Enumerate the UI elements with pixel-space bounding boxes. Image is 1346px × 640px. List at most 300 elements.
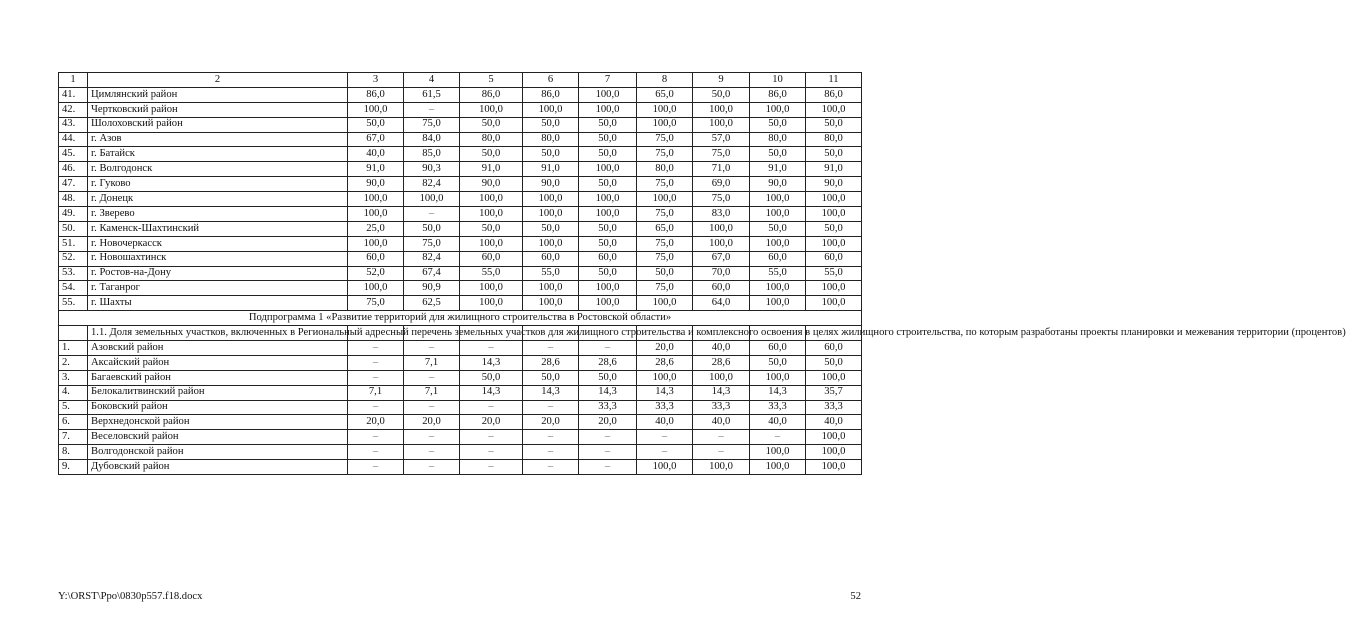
header-cell: 4 (404, 73, 460, 88)
value-cell: 80,0 (523, 132, 579, 147)
value-cell: 7,1 (404, 355, 460, 370)
value-cell: 100,0 (693, 117, 750, 132)
value-cell: 65,0 (637, 221, 693, 236)
value-cell: 35,7 (806, 385, 862, 400)
table-row (59, 266, 862, 281)
row-name: Волгодонской район (88, 445, 348, 460)
value-cell: 100,0 (579, 192, 637, 207)
value-cell: 50,0 (750, 117, 806, 132)
value-cell: – (579, 341, 637, 356)
value-cell: 67,4 (404, 266, 460, 281)
row-name: Шолоховский район (88, 117, 348, 132)
table-row (59, 445, 862, 460)
value-cell: 14,3 (523, 385, 579, 400)
value-cell: 100,0 (637, 117, 693, 132)
value-cell: 55,0 (460, 266, 523, 281)
value-cell: 86,0 (750, 87, 806, 102)
value-cell: 14,3 (750, 385, 806, 400)
value-cell: – (637, 430, 693, 445)
value-cell: – (404, 207, 460, 222)
value-cell: 100,0 (637, 370, 693, 385)
value-cell: 91,0 (806, 162, 862, 177)
value-cell: 50,0 (460, 117, 523, 132)
value-cell: 100,0 (750, 192, 806, 207)
value-cell: 100,0 (806, 236, 862, 251)
value-cell: 65,0 (637, 87, 693, 102)
value-cell: 7,1 (404, 385, 460, 400)
value-cell: 40,0 (693, 415, 750, 430)
value-cell: 91,0 (348, 162, 404, 177)
table-row (59, 355, 862, 370)
value-cell: 7,1 (348, 385, 404, 400)
value-cell: – (460, 341, 523, 356)
value-cell: 86,0 (806, 87, 862, 102)
value-cell: 100,0 (348, 236, 404, 251)
header-cell: 1 (59, 73, 88, 88)
value-cell: 60,0 (750, 251, 806, 266)
table-row (59, 400, 862, 415)
row-name: г. Шахты (88, 296, 348, 311)
header-cell: 2 (88, 73, 348, 88)
value-cell: 50,0 (523, 147, 579, 162)
value-cell: 50,0 (750, 355, 806, 370)
value-cell: 80,0 (750, 132, 806, 147)
value-cell: 91,0 (750, 162, 806, 177)
value-cell: 100,0 (637, 192, 693, 207)
value-cell: 86,0 (348, 87, 404, 102)
row-number: 2. (59, 355, 88, 370)
indicator-title: 1.1. Доля земельных участков, включенных в Региональный адресный перечень земельных участков для жилищного строительства и комплексного освоения в целях жилищного строительства, по которым разработаны проекты планировки и межевания территории (процентов) (88, 326, 348, 341)
value-cell: 75,0 (637, 132, 693, 147)
value-cell: 50,0 (523, 117, 579, 132)
value-cell: 60,0 (348, 251, 404, 266)
value-cell: 91,0 (523, 162, 579, 177)
value-cell: 20,0 (637, 341, 693, 356)
row-name: Азовский район (88, 341, 348, 356)
value-cell: 62,5 (404, 296, 460, 311)
row-number: 50. (59, 221, 88, 236)
value-cell: – (523, 430, 579, 445)
table-row (59, 117, 862, 132)
value-cell: 60,0 (579, 251, 637, 266)
row-number: 55. (59, 296, 88, 311)
value-cell: – (404, 460, 460, 475)
value-cell: 50,0 (523, 370, 579, 385)
table-row (59, 296, 862, 311)
row-name: Багаевский район (88, 370, 348, 385)
table-row (59, 385, 862, 400)
value-cell: – (523, 460, 579, 475)
value-cell: 52,0 (348, 266, 404, 281)
value-cell: 100,0 (693, 236, 750, 251)
value-cell: 100,0 (523, 207, 579, 222)
row-name: г. Батайск (88, 147, 348, 162)
row-name: г. Донецк (88, 192, 348, 207)
table-row (59, 341, 862, 356)
value-cell: 90,3 (404, 162, 460, 177)
indicator-number-cell (59, 326, 88, 341)
value-cell: – (637, 445, 693, 460)
data-table (58, 72, 1346, 475)
value-cell: 82,4 (404, 177, 460, 192)
row-name: г. Ростов-на-Дону (88, 266, 348, 281)
value-cell: 40,0 (693, 341, 750, 356)
value-cell: 100,0 (806, 192, 862, 207)
header-cell: 10 (750, 73, 806, 88)
row-number: 3. (59, 370, 88, 385)
value-cell: 50,0 (460, 147, 523, 162)
row-number: 8. (59, 445, 88, 460)
value-cell: 100,0 (806, 102, 862, 117)
value-cell: 75,0 (637, 236, 693, 251)
value-cell: 20,0 (579, 415, 637, 430)
value-cell: 100,0 (693, 460, 750, 475)
value-cell: 60,0 (806, 341, 862, 356)
table-row (59, 177, 862, 192)
value-cell: 100,0 (579, 296, 637, 311)
value-cell: 50,0 (404, 221, 460, 236)
row-number: 6. (59, 415, 88, 430)
value-cell: – (348, 430, 404, 445)
value-cell: 33,3 (806, 400, 862, 415)
value-cell: 100,0 (806, 207, 862, 222)
value-cell: 50,0 (806, 117, 862, 132)
row-name: Дубовский район (88, 460, 348, 475)
value-cell: – (404, 430, 460, 445)
value-cell: 50,0 (579, 117, 637, 132)
value-cell: – (693, 430, 750, 445)
value-cell: 40,0 (806, 415, 862, 430)
value-cell: 28,6 (693, 355, 750, 370)
row-number: 48. (59, 192, 88, 207)
value-cell: 61,5 (404, 87, 460, 102)
value-cell: 100,0 (750, 236, 806, 251)
row-name: Боковский район (88, 400, 348, 415)
value-cell: 75,0 (637, 281, 693, 296)
table-row (59, 207, 862, 222)
value-cell: 75,0 (693, 147, 750, 162)
value-cell: 100,0 (579, 207, 637, 222)
value-cell: 100,0 (806, 460, 862, 475)
value-cell: – (404, 102, 460, 117)
value-cell: – (348, 370, 404, 385)
value-cell: 100,0 (523, 296, 579, 311)
header-cell: 5 (460, 73, 523, 88)
value-cell: 100,0 (806, 281, 862, 296)
row-number: 49. (59, 207, 88, 222)
value-cell: 50,0 (579, 177, 637, 192)
value-cell: 50,0 (637, 266, 693, 281)
table-row (59, 251, 862, 266)
row-number: 1. (59, 341, 88, 356)
subprogram-title: Подпрограмма 1 «Развитие территорий для жилищного строительства в Ростовской области» (59, 311, 862, 326)
value-cell: – (750, 430, 806, 445)
value-cell: 100,0 (579, 102, 637, 117)
row-number: 42. (59, 102, 88, 117)
value-cell: 50,0 (579, 221, 637, 236)
value-cell: 75,0 (637, 177, 693, 192)
value-cell: 50,0 (693, 87, 750, 102)
value-cell: 100,0 (806, 370, 862, 385)
value-cell: 33,3 (693, 400, 750, 415)
header-cell: 11 (806, 73, 862, 88)
value-cell: 50,0 (806, 221, 862, 236)
value-cell: 90,0 (523, 177, 579, 192)
row-number: 51. (59, 236, 88, 251)
row-name: г. Зверево (88, 207, 348, 222)
value-cell: 28,6 (523, 355, 579, 370)
value-cell: 60,0 (806, 251, 862, 266)
value-cell: 50,0 (579, 236, 637, 251)
value-cell: 20,0 (404, 415, 460, 430)
row-number: 5. (59, 400, 88, 415)
value-cell: 100,0 (460, 281, 523, 296)
table-row (59, 147, 862, 162)
row-number: 45. (59, 147, 88, 162)
value-cell: 67,0 (348, 132, 404, 147)
row-number: 43. (59, 117, 88, 132)
indicator-row (59, 326, 862, 341)
value-cell: 69,0 (693, 177, 750, 192)
value-cell: 33,3 (750, 400, 806, 415)
value-cell: 60,0 (750, 341, 806, 356)
row-number: 46. (59, 162, 88, 177)
row-name: г. Таганрог (88, 281, 348, 296)
row-name: г. Каменск-Шахтинский (88, 221, 348, 236)
value-cell: 100,0 (523, 192, 579, 207)
table-row (59, 221, 862, 236)
value-cell: – (404, 370, 460, 385)
value-cell: 91,0 (460, 162, 523, 177)
value-cell: 80,0 (806, 132, 862, 147)
value-cell: 100,0 (637, 102, 693, 117)
value-cell: 60,0 (460, 251, 523, 266)
value-cell: 71,0 (693, 162, 750, 177)
table-row (59, 281, 862, 296)
value-cell: 20,0 (348, 415, 404, 430)
value-cell: – (404, 445, 460, 460)
value-cell: 90,0 (806, 177, 862, 192)
value-cell: 55,0 (806, 266, 862, 281)
value-cell: 100,0 (750, 102, 806, 117)
row-name: Чертковский район (88, 102, 348, 117)
value-cell: 100,0 (460, 207, 523, 222)
value-cell: 80,0 (460, 132, 523, 147)
file-path: Y:\ORST\Ppo\0830p557.f18.docx (58, 591, 203, 602)
value-cell: 50,0 (806, 147, 862, 162)
row-name: Верхнедонской район (88, 415, 348, 430)
row-number: 47. (59, 177, 88, 192)
value-cell: 50,0 (460, 221, 523, 236)
value-cell: 20,0 (523, 415, 579, 430)
header-cell: 3 (348, 73, 404, 88)
value-cell: 85,0 (404, 147, 460, 162)
value-cell: 100,0 (806, 430, 862, 445)
value-cell: 100,0 (693, 221, 750, 236)
table-row (59, 236, 862, 251)
value-cell: 100,0 (523, 236, 579, 251)
value-cell: 100,0 (348, 207, 404, 222)
value-cell: 40,0 (637, 415, 693, 430)
value-cell: 14,3 (579, 385, 637, 400)
table-row (59, 460, 862, 475)
value-cell: – (523, 400, 579, 415)
table-row (59, 132, 862, 147)
value-cell: 100,0 (750, 445, 806, 460)
value-cell: 100,0 (750, 370, 806, 385)
value-cell: 60,0 (693, 281, 750, 296)
value-cell: 14,3 (637, 385, 693, 400)
value-cell: 28,6 (637, 355, 693, 370)
value-cell: 86,0 (523, 87, 579, 102)
value-cell: 83,0 (693, 207, 750, 222)
value-cell: – (348, 445, 404, 460)
value-cell: – (348, 400, 404, 415)
row-number: 52. (59, 251, 88, 266)
value-cell: 82,4 (404, 251, 460, 266)
value-cell: 100,0 (750, 296, 806, 311)
value-cell: 100,0 (460, 296, 523, 311)
value-cell: 75,0 (348, 296, 404, 311)
value-cell: – (460, 400, 523, 415)
value-cell: 100,0 (750, 281, 806, 296)
value-cell: 100,0 (693, 102, 750, 117)
header-cell: 9 (693, 73, 750, 88)
value-cell: 40,0 (348, 147, 404, 162)
header-cell: 8 (637, 73, 693, 88)
header-row (59, 73, 862, 88)
row-number: 54. (59, 281, 88, 296)
row-number: 53. (59, 266, 88, 281)
value-cell: 70,0 (693, 266, 750, 281)
table-row (59, 370, 862, 385)
row-name: г. Волгодонск (88, 162, 348, 177)
value-cell: 75,0 (637, 251, 693, 266)
value-cell: 100,0 (806, 445, 862, 460)
value-cell: – (404, 341, 460, 356)
value-cell: – (579, 445, 637, 460)
value-cell: – (523, 341, 579, 356)
header-cell: 6 (523, 73, 579, 88)
value-cell: – (348, 460, 404, 475)
value-cell: 100,0 (750, 207, 806, 222)
row-number: 41. (59, 87, 88, 102)
value-cell: – (460, 460, 523, 475)
subprogram-row (59, 311, 862, 326)
value-cell: 90,0 (750, 177, 806, 192)
value-cell: 80,0 (637, 162, 693, 177)
value-cell: 100,0 (460, 102, 523, 117)
value-cell: 100,0 (637, 460, 693, 475)
value-cell: 60,0 (523, 251, 579, 266)
value-cell: 50,0 (579, 266, 637, 281)
value-cell: 50,0 (460, 370, 523, 385)
row-name: г. Азов (88, 132, 348, 147)
value-cell: 50,0 (579, 370, 637, 385)
value-cell: 100,0 (348, 102, 404, 117)
value-cell: 20,0 (460, 415, 523, 430)
value-cell: 14,3 (460, 355, 523, 370)
value-cell: 50,0 (579, 147, 637, 162)
row-name: г. Гуково (88, 177, 348, 192)
value-cell: 75,0 (637, 207, 693, 222)
value-cell: – (523, 445, 579, 460)
value-cell: 14,3 (460, 385, 523, 400)
value-cell: 55,0 (750, 266, 806, 281)
table-row (59, 192, 862, 207)
table-row (59, 87, 862, 102)
value-cell: 50,0 (579, 132, 637, 147)
value-cell: 100,0 (750, 460, 806, 475)
value-cell: 100,0 (460, 192, 523, 207)
row-name: Аксайский район (88, 355, 348, 370)
value-cell: 75,0 (404, 236, 460, 251)
value-cell: 50,0 (750, 147, 806, 162)
row-number: 7. (59, 430, 88, 445)
value-cell: 100,0 (523, 102, 579, 117)
value-cell: – (348, 355, 404, 370)
value-cell: 64,0 (693, 296, 750, 311)
value-cell: – (579, 460, 637, 475)
value-cell: 100,0 (579, 87, 637, 102)
header-cell: 7 (579, 73, 637, 88)
value-cell: 33,3 (579, 400, 637, 415)
value-cell: 100,0 (693, 370, 750, 385)
value-cell: 100,0 (579, 162, 637, 177)
value-cell: 75,0 (404, 117, 460, 132)
page-number: 52 (850, 591, 861, 602)
value-cell: 100,0 (460, 236, 523, 251)
row-number: 4. (59, 385, 88, 400)
value-cell: – (693, 445, 750, 460)
value-cell: 75,0 (637, 147, 693, 162)
value-cell: – (460, 430, 523, 445)
value-cell: 67,0 (693, 251, 750, 266)
value-cell: 14,3 (693, 385, 750, 400)
value-cell: 90,9 (404, 281, 460, 296)
value-cell: 75,0 (693, 192, 750, 207)
value-cell: 50,0 (348, 117, 404, 132)
value-cell: 84,0 (404, 132, 460, 147)
value-cell: 100,0 (579, 281, 637, 296)
table-row (59, 430, 862, 445)
row-name: г. Новошахтинск (88, 251, 348, 266)
row-name: Цимлянский район (88, 87, 348, 102)
value-cell: 100,0 (637, 296, 693, 311)
value-cell: 90,0 (460, 177, 523, 192)
value-cell: 90,0 (348, 177, 404, 192)
value-cell: 100,0 (348, 192, 404, 207)
row-number: 44. (59, 132, 88, 147)
value-cell: – (460, 445, 523, 460)
row-name: Веселовский район (88, 430, 348, 445)
value-cell: 40,0 (750, 415, 806, 430)
table-row (59, 102, 862, 117)
value-cell: 28,6 (579, 355, 637, 370)
value-cell: – (404, 400, 460, 415)
table-row (59, 162, 862, 177)
row-number: 9. (59, 460, 88, 475)
value-cell: 25,0 (348, 221, 404, 236)
value-cell: 86,0 (460, 87, 523, 102)
value-cell: 100,0 (348, 281, 404, 296)
value-cell: 50,0 (523, 221, 579, 236)
value-cell: 100,0 (523, 281, 579, 296)
table-row (59, 415, 862, 430)
value-cell: 100,0 (806, 296, 862, 311)
value-cell: 55,0 (523, 266, 579, 281)
value-cell: – (348, 341, 404, 356)
